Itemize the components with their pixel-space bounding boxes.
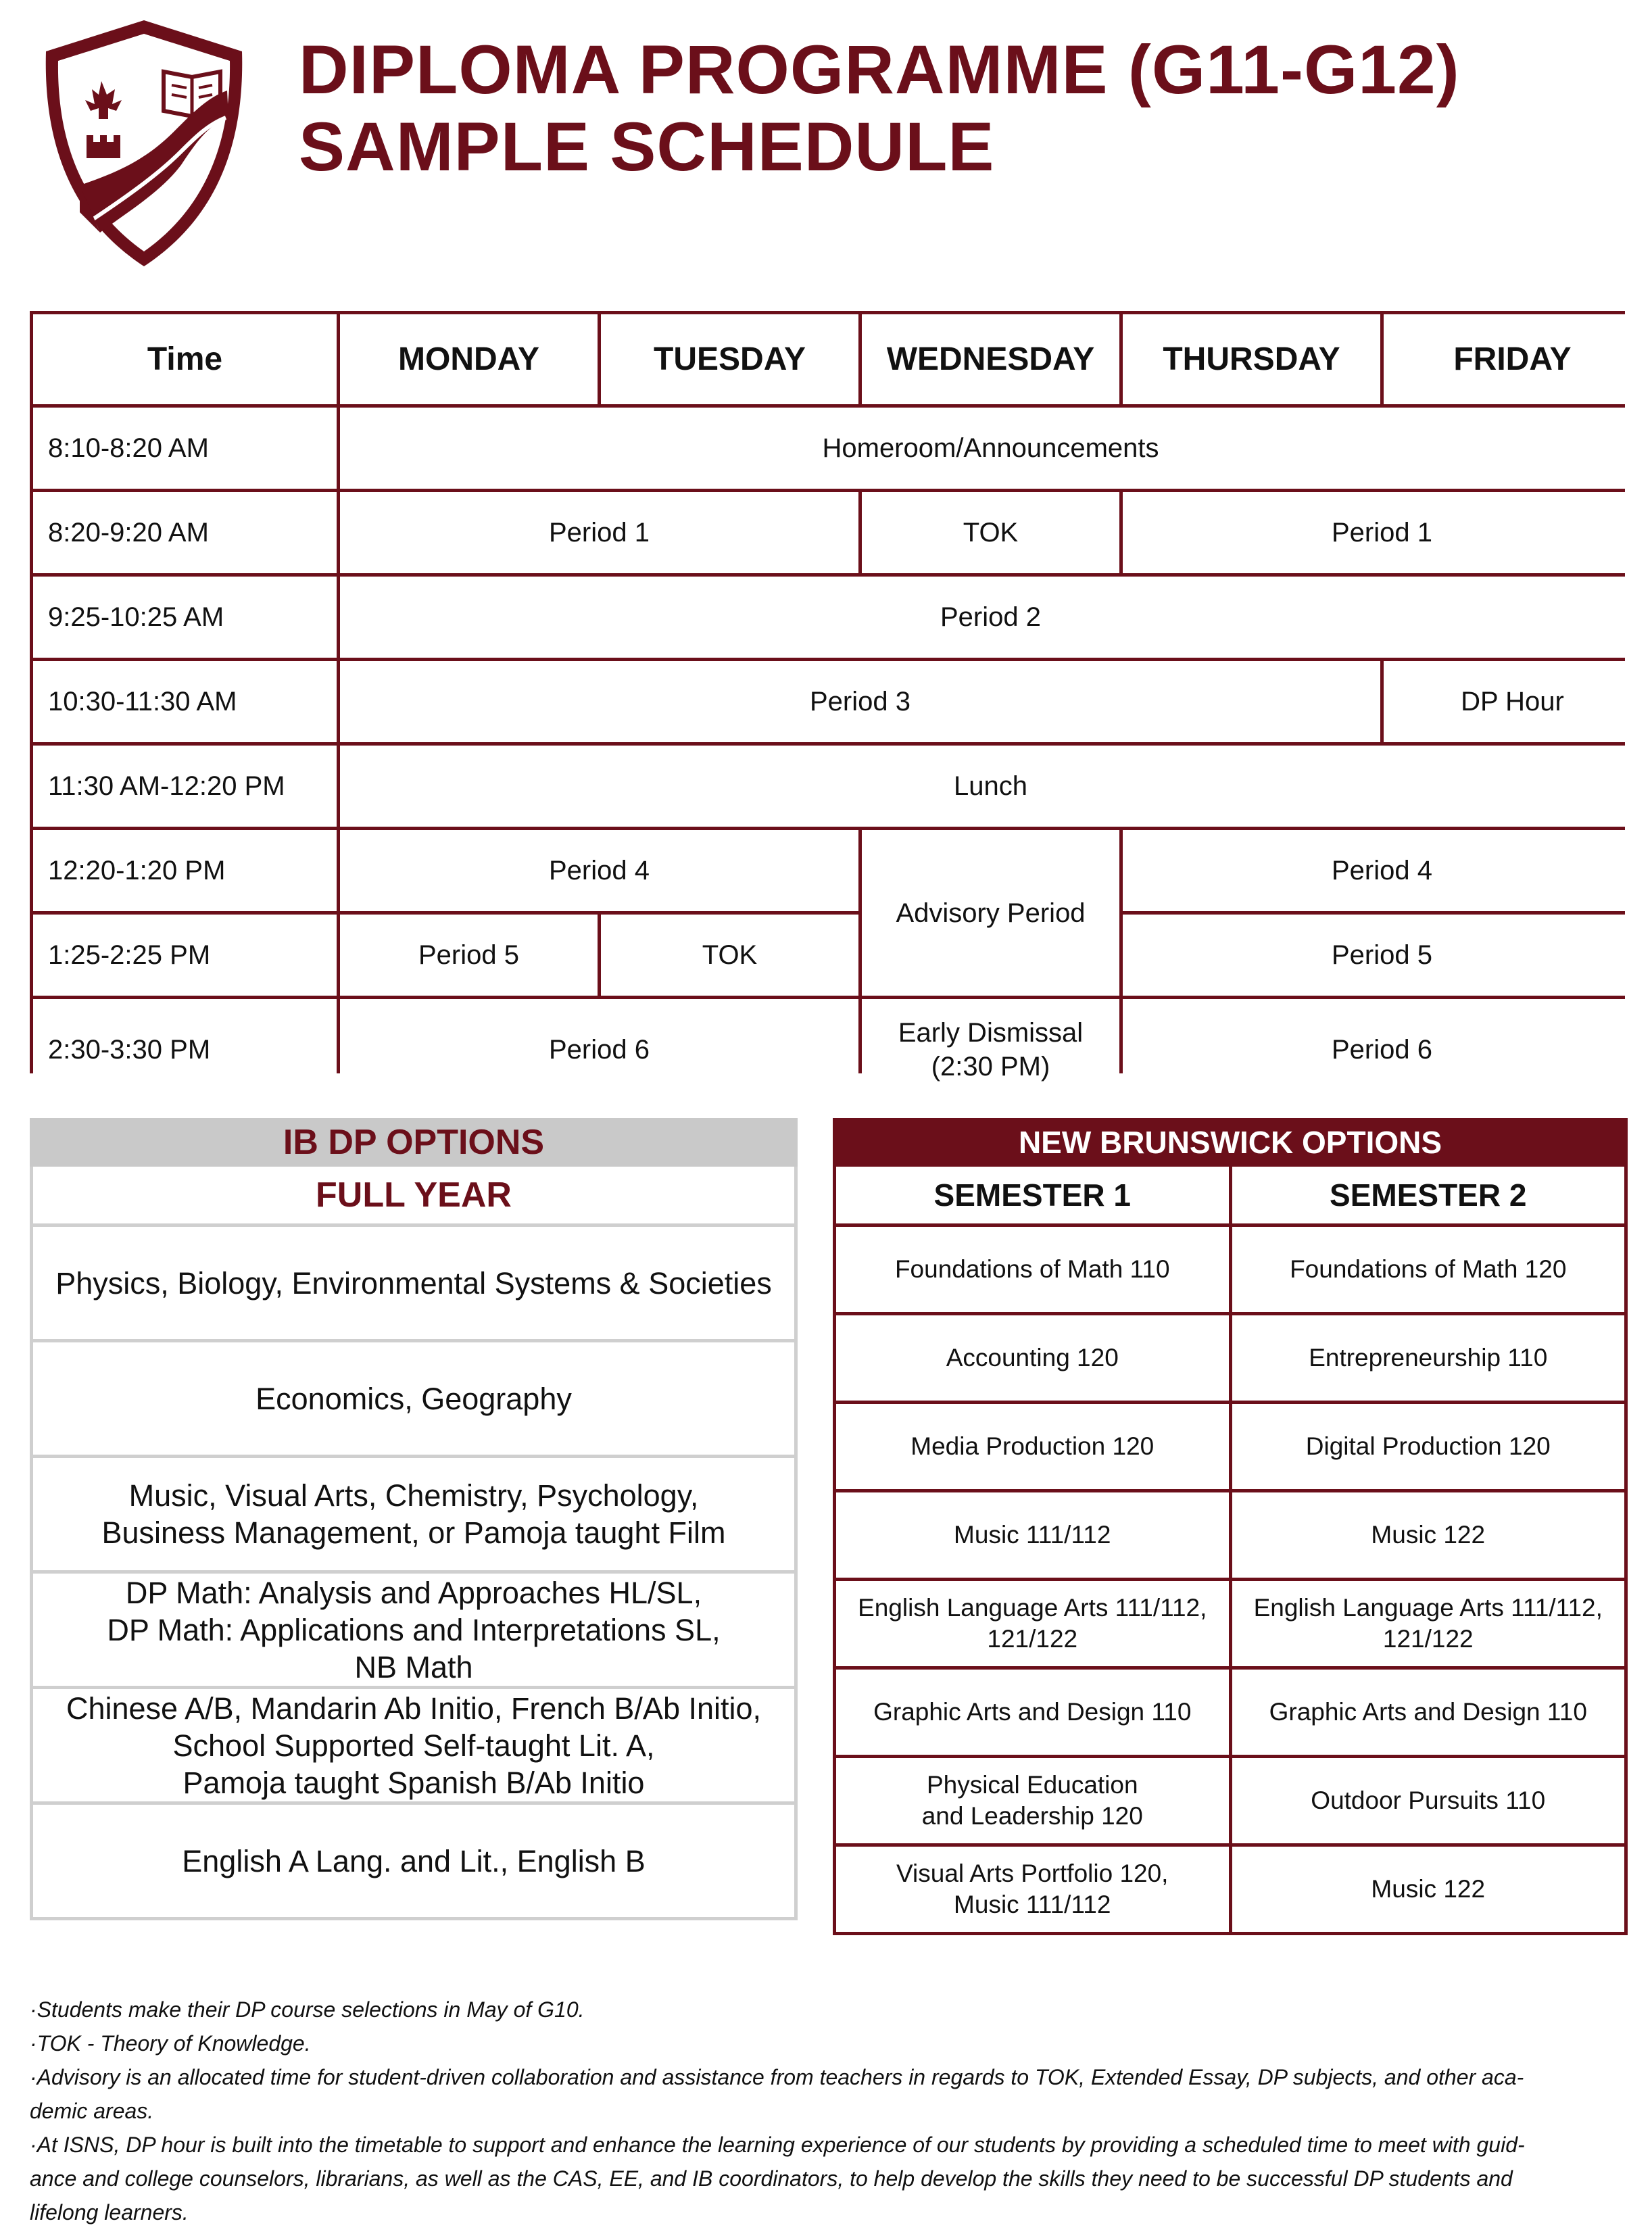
course-line: English Language Arts 111/112,: [1253, 1594, 1603, 1622]
semester-1-course: [836, 1404, 1229, 1489]
semester-1-course: [836, 1227, 1229, 1312]
footnote-line: ance and college counselors, librarians, as well as the CAS, EE, and IB coordinators, to help develop the skills they need to be successful DP students and: [30, 2166, 1513, 2191]
ib-option-row: [33, 1455, 794, 1570]
advisory-cell: Advisory Period: [862, 830, 1119, 996]
ib-option-line: DP Math: Applications and Interpretations SL,: [107, 1612, 721, 1647]
period-cell: Period 1: [1123, 492, 1641, 573]
schedule-table: [30, 311, 1625, 1081]
school-crest-logo: [39, 16, 249, 270]
footnote-line: lifelong learners.: [30, 2200, 189, 2225]
course-line: English Language Arts 111/112,: [858, 1594, 1207, 1622]
course-line: Music 111/112: [954, 1891, 1111, 1918]
time-cell: 8:20-9:20 AM: [33, 492, 337, 573]
homeroom-cell: Homeroom/Announcements: [340, 408, 1641, 489]
semester-1-course: [836, 1670, 1229, 1755]
ib-full-year-label: FULL YEAR: [316, 1175, 512, 1215]
semester-1-course: [836, 1492, 1229, 1578]
header-tuesday: TUESDAY: [601, 314, 858, 404]
ib-option-line: DP Math: Analysis and Approaches HL/SL,: [125, 1575, 702, 1610]
header-friday: FRIDAY: [1384, 314, 1641, 404]
period-cell: Period 6: [1123, 999, 1641, 1100]
header-wednesday: WEDNESDAY: [862, 314, 1119, 404]
footnote-line: demic areas.: [30, 2099, 154, 2123]
footnotes: [30, 1993, 1598, 2229]
period-cell: Period 5: [1123, 915, 1641, 996]
period-cell: Period 5: [340, 915, 598, 996]
tok-cell: TOK: [601, 915, 858, 996]
ib-options-body: [30, 1167, 798, 1920]
period-cell: Period 1: [340, 492, 858, 573]
page-title: [299, 31, 1460, 185]
ib-options-title: IB DP OPTIONS: [30, 1118, 798, 1167]
time-cell: 9:25-10:25 AM: [33, 577, 337, 658]
course-line: Physical Education: [926, 1771, 1138, 1799]
course-line: Graphic Arts and Design 110: [1269, 1698, 1587, 1726]
semester-2-header: SEMESTER 2: [1232, 1167, 1625, 1223]
tok-cell: TOK: [862, 492, 1119, 573]
early-dismissal-cell: [862, 999, 1119, 1100]
period-cell: Period 2: [340, 577, 1641, 658]
semester-2-course: [1232, 1847, 1625, 1932]
semester-2-course: [1232, 1315, 1625, 1401]
footnote-line: ·At ISNS, DP hour is built into the timetable to support and enhance the learning experience of our students by providing a scheduled time to meet with guid-: [30, 2133, 1525, 2157]
nb-options-table: [833, 1118, 1628, 1935]
ib-option-line: Chinese A/B, Mandarin Ab Initio, French B/Ab Initio,: [66, 1691, 762, 1726]
early-dismissal-line: Early Dismissal: [898, 1017, 1084, 1048]
course-line: Foundations of Math 110: [894, 1255, 1170, 1283]
semester-2-course: [1232, 1492, 1625, 1578]
period-cell: Period 6: [340, 999, 858, 1100]
footnote-line: ·TOK - Theory of Knowledge.: [30, 2031, 311, 2056]
period-cell: Period 3: [340, 661, 1380, 742]
ib-option-row: [33, 1339, 794, 1455]
ib-option-line: Music, Visual Arts, Chemistry, Psychology,: [128, 1478, 699, 1513]
semester-2-course: [1232, 1670, 1625, 1755]
course-line: Accounting 120: [946, 1344, 1119, 1371]
header-thursday: THURSDAY: [1123, 314, 1380, 404]
course-line: Entrepreneurship 110: [1309, 1344, 1548, 1371]
time-cell: 8:10-8:20 AM: [33, 408, 337, 489]
semester-1-course: [836, 1847, 1229, 1932]
semester-1-header: SEMESTER 1: [836, 1167, 1229, 1223]
dp-hour-cell: DP Hour: [1384, 661, 1641, 742]
course-line: and Leadership 120: [921, 1802, 1143, 1830]
ib-option-row: [33, 1686, 794, 1801]
title-line-1: DIPLOMA PROGRAMME (G11-G12): [299, 31, 1460, 108]
course-line: 121/122: [987, 1625, 1078, 1653]
ib-option-row: [33, 1801, 794, 1917]
lunch-cell: Lunch: [340, 746, 1641, 827]
time-cell: 10:30-11:30 AM: [33, 661, 337, 742]
ib-options-table: [30, 1118, 798, 1920]
header-monday: MONDAY: [340, 314, 598, 404]
early-dismissal-line: (2:30 PM): [931, 1051, 1050, 1081]
semester-2-course: [1232, 1758, 1625, 1843]
ib-option-row: [33, 1570, 794, 1686]
semester-1-course: [836, 1758, 1229, 1843]
course-line: Media Production 120: [910, 1432, 1155, 1460]
course-line: Graphic Arts and Design 110: [873, 1698, 1192, 1726]
course-line: Outdoor Pursuits 110: [1311, 1787, 1546, 1814]
footnote-line: ·Advisory is an allocated time for student-driven collaboration and assistance from teachers in regards to TOK, Extended Essay, DP subjects, and other aca-: [30, 2065, 1524, 2089]
ib-option-line: Pamoja taught Spanish B/Ab Initio: [183, 1765, 645, 1800]
title-line-2: SAMPLE SCHEDULE: [299, 108, 995, 185]
ib-option-line: Physics, Biology, Environmental Systems & Societies: [55, 1265, 772, 1301]
semester-1-course: [836, 1581, 1229, 1666]
nb-options-grid: [833, 1167, 1628, 1935]
semester-1-course: [836, 1315, 1229, 1401]
semester-2-course: [1232, 1227, 1625, 1312]
ib-option-line: Economics, Geography: [256, 1381, 572, 1416]
course-line: Digital Production 120: [1305, 1432, 1551, 1460]
period-cell: Period 4: [1123, 830, 1641, 911]
semester-2-course: [1232, 1404, 1625, 1489]
time-cell: 12:20-1:20 PM: [33, 830, 337, 911]
course-line: Foundations of Math 120: [1290, 1255, 1567, 1283]
ib-option-line: NB Math: [354, 1649, 473, 1684]
time-cell: 11:30 AM-12:20 PM: [33, 746, 337, 827]
course-line: Music 122: [1371, 1875, 1486, 1903]
course-line: Music 122: [1371, 1521, 1486, 1549]
course-line: 121/122: [1382, 1625, 1474, 1653]
time-cell: 1:25-2:25 PM: [33, 915, 337, 996]
course-line: Visual Arts Portfolio 120,: [896, 1860, 1169, 1887]
period-cell: Period 4: [340, 830, 858, 911]
ib-option-row: [33, 1223, 794, 1339]
ib-option-line: School Supported Self-taught Lit. A,: [172, 1728, 655, 1763]
ib-option-line: Business Management, or Pamoja taught Film: [101, 1515, 726, 1550]
header-time: Time: [33, 314, 337, 404]
footnote-line: ·Students make their DP course selections in May of G10.: [30, 1997, 585, 2022]
time-cell: 2:30-3:30 PM: [33, 999, 337, 1100]
course-line: Music 111/112: [954, 1521, 1111, 1549]
semester-2-course: [1232, 1581, 1625, 1666]
ib-option-line: English A Lang. and Lit., English B: [182, 1843, 646, 1878]
nb-options-title: NEW BRUNSWICK OPTIONS: [833, 1118, 1628, 1167]
